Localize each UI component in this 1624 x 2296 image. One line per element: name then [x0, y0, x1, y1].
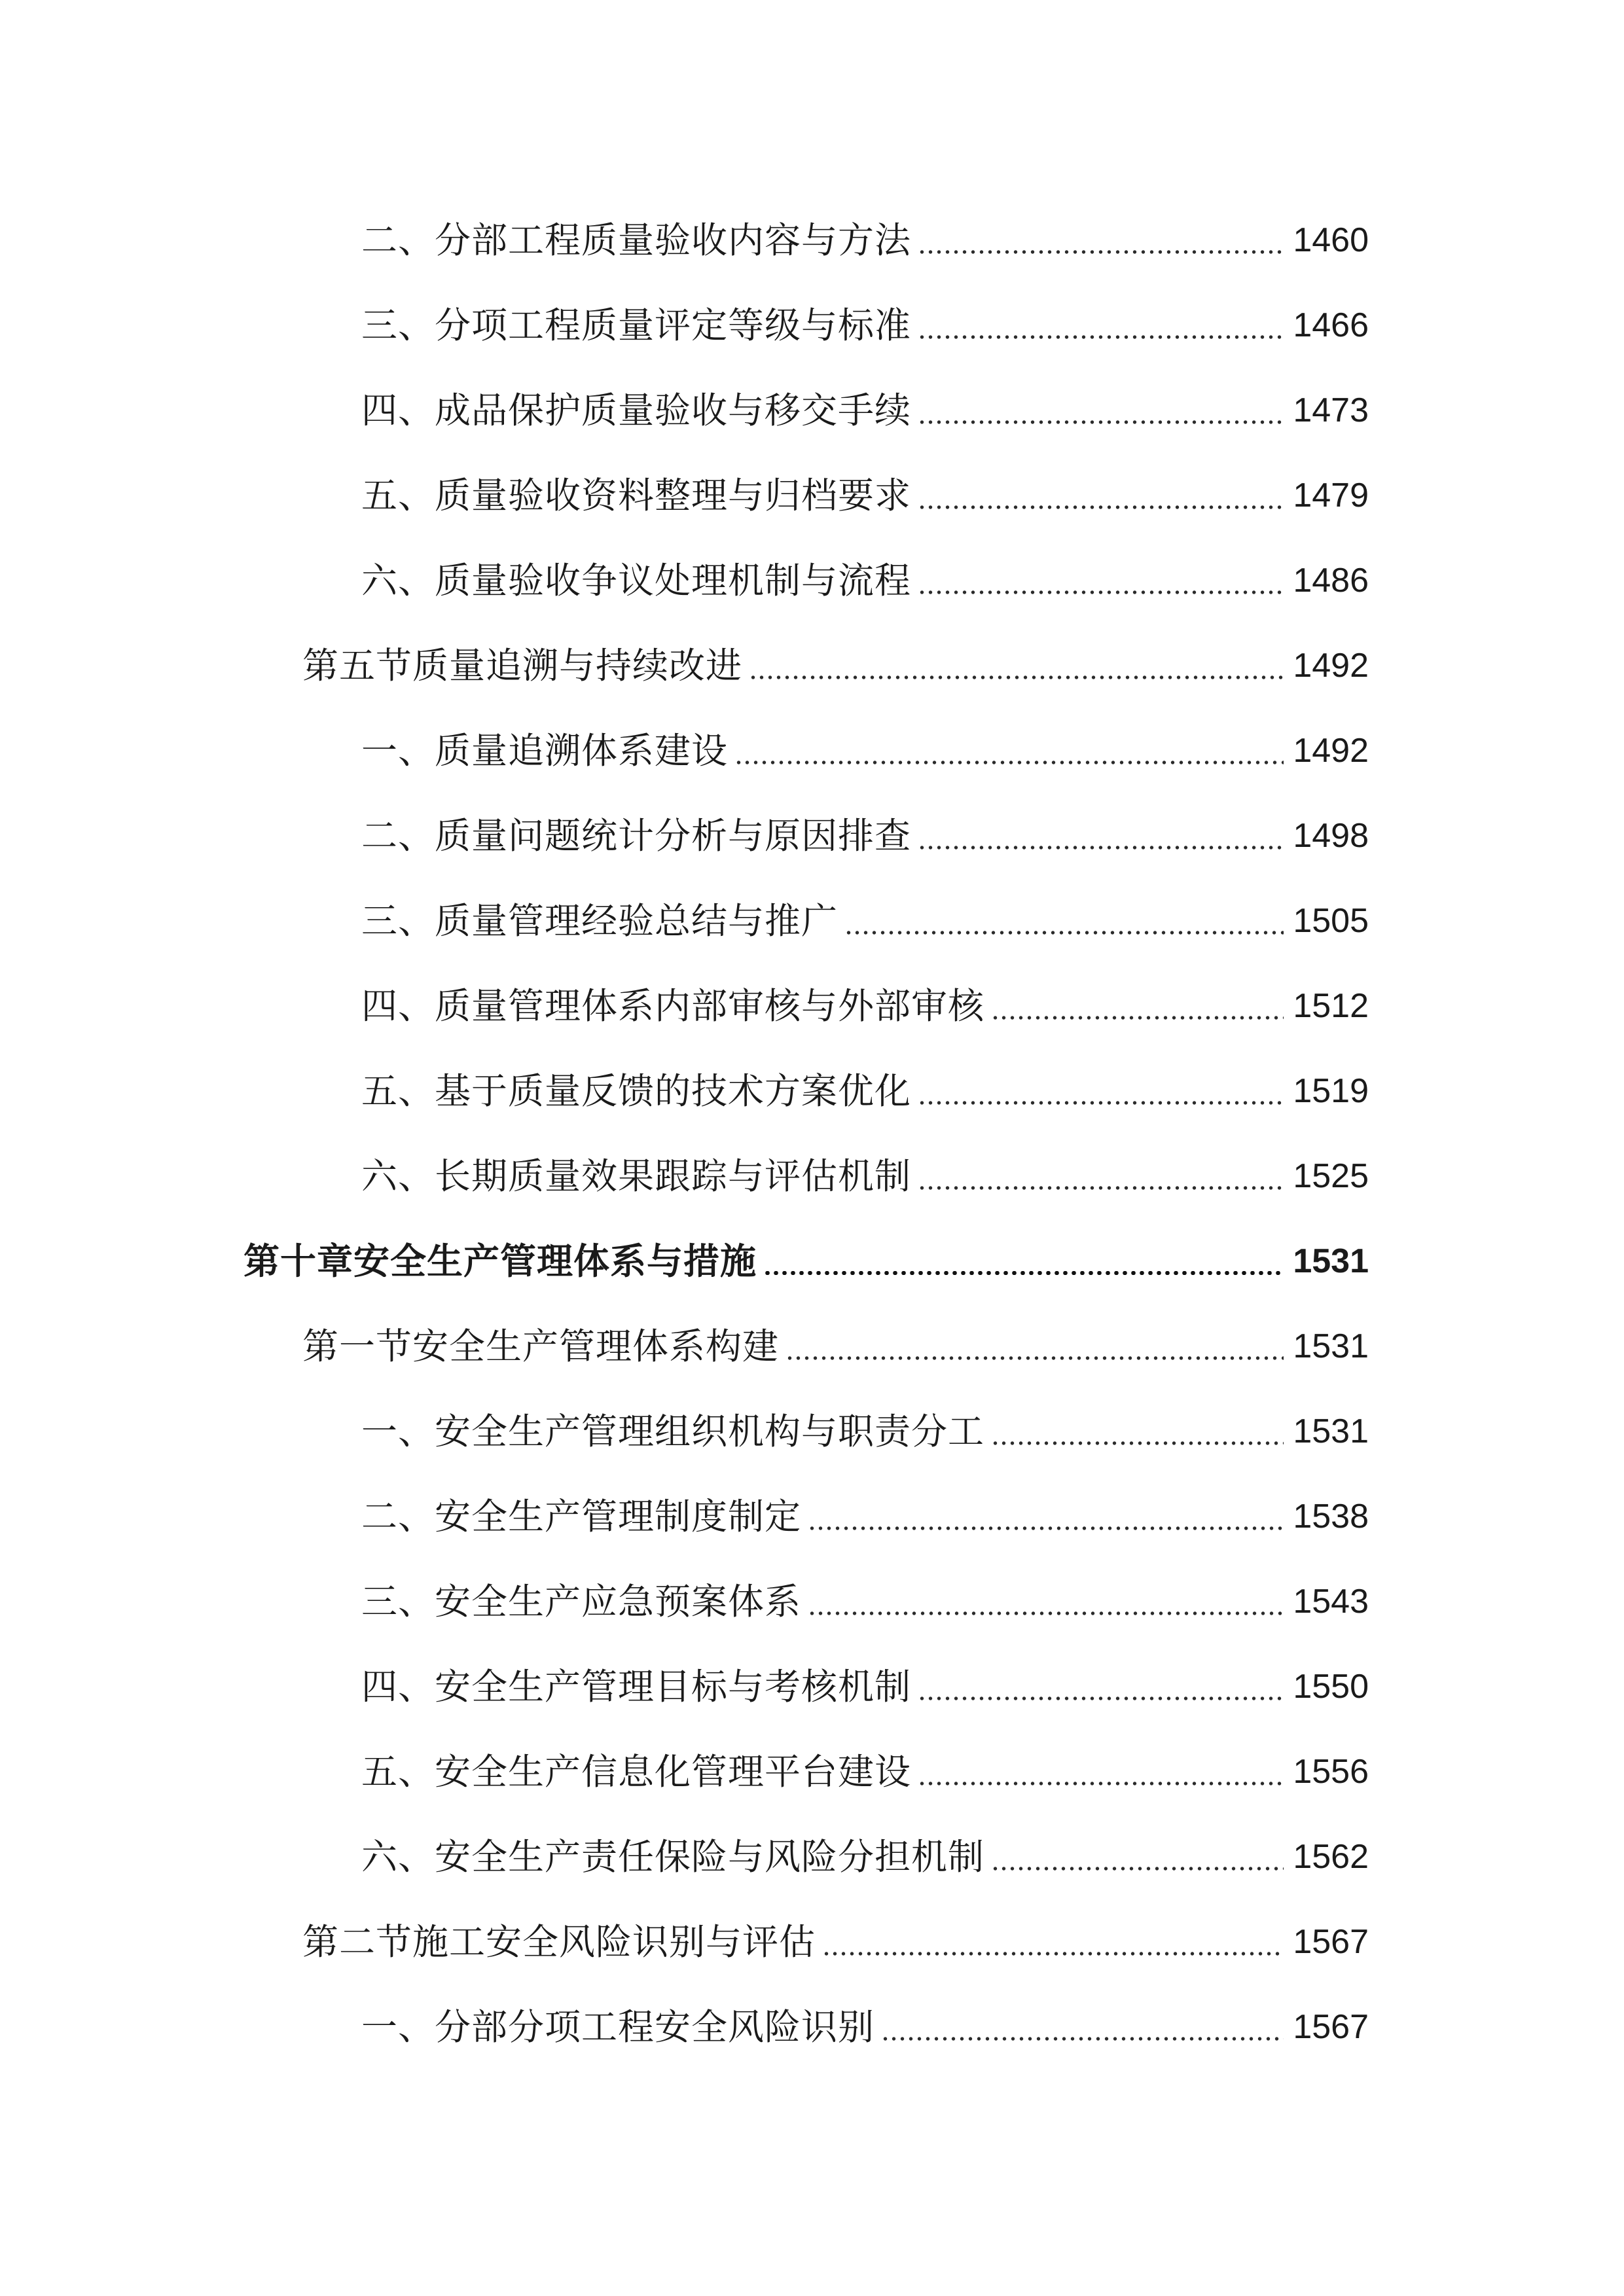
toc-page-number: 1466 — [1293, 306, 1369, 344]
toc-dot-leader — [844, 931, 1284, 935]
toc-entry[interactable] — [361, 970, 1369, 1042]
toc-entry-title: 六、质量验收争议处理机制与流程 — [361, 560, 912, 601]
toc-entry-title: 二、安全生产管理制度制定 — [361, 1496, 802, 1537]
toc-entry-title: 四、成品保护质量验收与移交手续 — [361, 389, 912, 431]
toc-dot-leader — [918, 1101, 1284, 1105]
toc-entry[interactable] — [361, 1055, 1369, 1127]
toc-page-number: 1492 — [1293, 732, 1369, 770]
toc-dot-leader — [808, 1526, 1284, 1530]
toc-dot-leader — [785, 1356, 1284, 1360]
toc-section-entry[interactable] — [302, 1906, 1369, 1978]
toc-dot-leader — [763, 1271, 1284, 1275]
toc-dot-leader — [918, 846, 1284, 850]
toc-dot-leader — [991, 1016, 1284, 1020]
toc-entry[interactable] — [361, 1480, 1369, 1552]
toc-entry[interactable] — [361, 374, 1369, 446]
toc-entry-title: 第二节施工安全风险识别与评估 — [302, 1921, 816, 1963]
toc-entry[interactable] — [361, 800, 1369, 872]
toc-page-number: 1531 — [1293, 1242, 1369, 1280]
toc-dot-leader — [918, 250, 1284, 254]
toc-dot-leader — [918, 420, 1284, 424]
toc-entry-title: 第十章安全生产管理体系与措施 — [244, 1240, 757, 1282]
toc-dot-leader — [918, 590, 1284, 594]
toc-page-number: 1556 — [1293, 1753, 1369, 1791]
toc-dot-leader — [991, 1867, 1284, 1871]
toc-entry[interactable] — [361, 1651, 1369, 1723]
toc-page-number: 1531 — [1293, 1327, 1369, 1365]
toc-entry-title: 第一节安全生产管理体系构建 — [302, 1325, 780, 1367]
toc-entry-title: 四、质量管理体系内部审核与外部审核 — [361, 985, 985, 1027]
toc-dot-leader — [749, 675, 1284, 679]
toc-page-number: 1486 — [1293, 562, 1369, 600]
toc-page-number: 1498 — [1293, 817, 1369, 855]
toc-page-number: 1492 — [1293, 647, 1369, 685]
toc-entry[interactable] — [361, 715, 1369, 787]
toc-dot-leader — [918, 335, 1284, 339]
toc-entry-title: 一、质量追溯体系建设 — [361, 730, 729, 772]
toc-entry[interactable] — [361, 885, 1369, 957]
toc-chapter-entry[interactable] — [244, 1225, 1369, 1297]
toc-page-number: 1479 — [1293, 476, 1369, 514]
toc-entry-title: 三、质量管理经验总结与推广 — [361, 900, 839, 942]
toc-entry-title: 三、安全生产应急预案体系 — [361, 1581, 802, 1623]
toc-dot-leader — [881, 2037, 1284, 2041]
toc-entry[interactable] — [361, 1736, 1369, 1808]
toc-page-number: 1512 — [1293, 987, 1369, 1025]
toc-entry[interactable] — [361, 459, 1369, 531]
toc-section-entry[interactable] — [302, 1310, 1369, 1382]
toc-entry-title: 一、安全生产管理组织机构与职责分工 — [361, 1410, 985, 1452]
toc-dot-leader — [808, 1611, 1284, 1615]
toc-page-number: 1538 — [1293, 1498, 1369, 1535]
toc-page-number: 1550 — [1293, 1668, 1369, 1706]
toc-entry-title: 二、质量问题统计分析与原因排查 — [361, 815, 912, 857]
toc-dot-leader — [918, 1696, 1284, 1700]
toc-entry-title: 第五节质量追溯与持续改进 — [302, 645, 743, 687]
toc-entry-title: 二、分部工程质量验收内容与方法 — [361, 219, 912, 261]
toc-entry-title: 五、基于质量反馈的技术方案优化 — [361, 1070, 912, 1112]
toc-entry-title: 六、长期质量效果跟踪与评估机制 — [361, 1155, 912, 1197]
toc-entry[interactable] — [361, 1991, 1369, 2063]
toc-entry[interactable] — [361, 1821, 1369, 1893]
toc-entry[interactable] — [361, 1140, 1369, 1212]
toc-entry[interactable] — [361, 289, 1369, 361]
toc-entry-title: 五、安全生产信息化管理平台建设 — [361, 1751, 912, 1793]
toc-section-entry[interactable] — [302, 630, 1369, 702]
toc-dot-leader — [991, 1441, 1284, 1445]
toc-page-number: 1525 — [1293, 1157, 1369, 1195]
toc-dot-leader — [918, 1782, 1284, 1785]
toc-entry[interactable] — [361, 204, 1369, 276]
toc-dot-leader — [918, 505, 1284, 509]
toc-entry[interactable] — [361, 1395, 1369, 1467]
toc-entry[interactable] — [361, 1566, 1369, 1638]
toc-page-number: 1543 — [1293, 1583, 1369, 1621]
toc-page-number: 1505 — [1293, 902, 1369, 940]
toc-page-number: 1567 — [1293, 2008, 1369, 2046]
toc-dot-leader — [918, 1186, 1284, 1190]
toc-entry-title: 三、分项工程质量评定等级与标准 — [361, 304, 912, 346]
toc-entry-title: 四、安全生产管理目标与考核机制 — [361, 1666, 912, 1708]
toc-page-number: 1562 — [1293, 1838, 1369, 1876]
toc-dot-leader — [734, 761, 1284, 764]
toc-page-number: 1567 — [1293, 1923, 1369, 1961]
toc-page-number: 1519 — [1293, 1072, 1369, 1110]
toc-dot-leader — [822, 1952, 1284, 1956]
toc-entry-title: 六、安全生产责任保险与风险分担机制 — [361, 1836, 985, 1878]
toc-entry-title: 一、分部分项工程安全风险识别 — [361, 2006, 875, 2048]
toc-entry[interactable] — [361, 545, 1369, 617]
toc-page-number: 1531 — [1293, 1412, 1369, 1450]
toc-page-number: 1460 — [1293, 221, 1369, 259]
toc-entry-title: 五、质量验收资料整理与归档要求 — [361, 475, 912, 516]
toc-page-number: 1473 — [1293, 391, 1369, 429]
